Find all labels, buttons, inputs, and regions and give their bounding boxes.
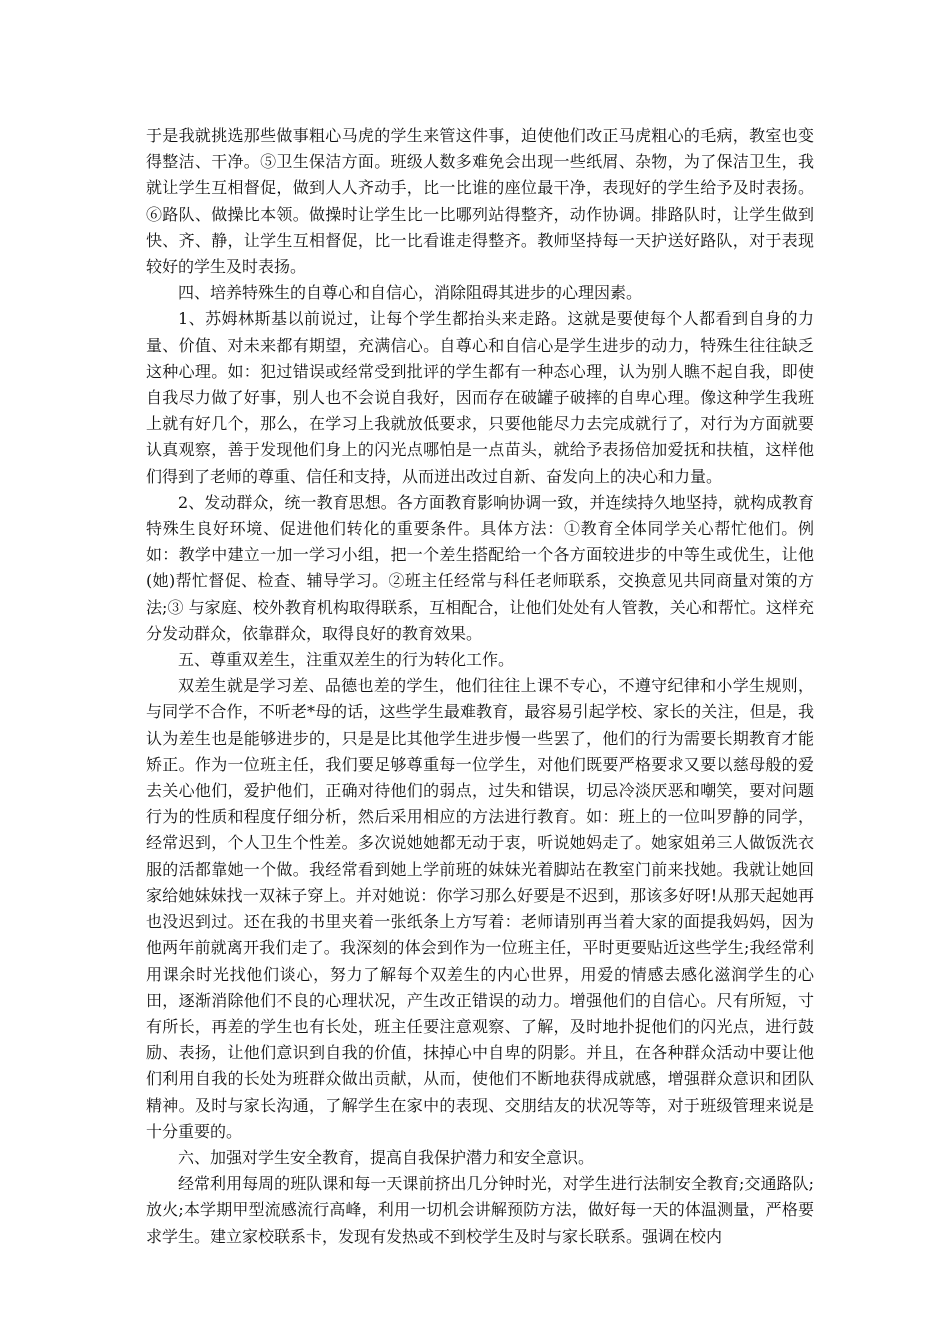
paragraph-continuation: 于是我就挑选那些做事粗心马虎的学生来管这件事，迫使他们改正马虎粗心的毛病，教室也变得整洁、干净。⑤卫生保洁方面。班级人数多难免会出现一些纸屑、杂物，为了保洁卫生，我就让学生互相督促，做到人人齐动手，比一比谁的座位最干净，表现好的学生给予及时表扬。⑥路队、做操比本领。做操时让学生比一比哪列站得整齐，动作协调。排路队时，让学生做到快、齐、静，让学生互相督促，比一比看谁走得整齐。教师坚持每一天护送好路队，对于表现较好的学生及时表扬。: [146, 126, 814, 277]
paragraph-4-1: 1、苏姆林斯基以前说过，让每个学生都抬头来走路。这就是要使每个人都看到自身的力量、价值、对未来都有期望，充满信心。自尊心和自信心是学生进步的动力，特殊生往往缺乏这种心理。如：犯过错误或经常受到批评的学生都有一种态心理，认为别人瞧不起自我，即使自我尽力做了好事，别人也不会说自我好，因而存在破罐子破摔的自卑心理。像这种学生我班上就有好几个，那么，在学习上我就放低要求，只要他能尽力去完成就行了，对行为方面就要认真观察，善于发现他们身上的闪光点哪怕是一点苗头，就给予表扬倍加爱抚和扶植，这样他们得到了老师的尊重、信任和支持，从而迸出改过自新、奋发向上的决心和力量。: [146, 309, 814, 486]
document-page: [146, 123, 814, 1250]
section-heading-4: 四、培养特殊生的自尊心和自信心，消除阻碍其进步的心理因素。: [178, 283, 643, 303]
paragraph-4-2: 2、发动群众，统一教育思想。各方面教育影响协调一致，并连续持久地坚持，就构成教育特殊生良好环境、促进他们转化的重要条件。具体方法：①教育全体同学关心帮忙他们。例如：教学中建立一加一学习小组，把一个差生搭配给一个各方面较进步的中等生或优生，让他(她)帮忙督促、检查、辅导学习。②班主任经常与科任老师联系，交换意见共同商量对策的方法;③ 与家庭、校外教育机构取得联系，互相配合，让他们处处有人管教，关心和帮忙。这样充分发动群众，依靠群众，取得良好的教育效果。: [146, 492, 814, 643]
section-heading-6: 六、加强对学生安全教育，提高自我保护潜力和安全意识。: [178, 1147, 595, 1167]
paragraph-5: 双差生就是学习差、品德也差的学生，他们往往上课不专心，不遵守纪律和小学生规则，与同学不合作，不听老*母的话，这些学生最难教育，最容易引起学校、家长的关注，但是，我认为差生也是能够进步的，只是是比其他学生进步慢一些罢了，他们的行为需要长期教育才能矫正。作为一位班主任，我们要足够尊重每一位学生，对他们既要严格要求又要以慈母般的爱去关心他们，爱护他们，正确对待他们的弱点，过失和错误，切忌冷淡厌恶和嘲笑，要对问题行为的性质和程度仔细分析，然后采用相应的方法进行教育。如：班上的一位叫罗静的同学，经常迟到，个人卫生个性差。多次说她她都无动于衷，听说她妈走了。她家姐弟三人做饭洗衣服的活都靠她一个做。我经常看到她上学前班的妹妹光着脚站在教室门前来找她。我就让她回家给她妹妹找一双袜子穿上。并对她说：你学习那么好要是不迟到，那该多好呀!从那天起她再也没迟到过。还在我的书里夹着一张纸条上方写着：老师请别再当着大家的面提我妈妈，因为他两年前就离开我们走了。我深刻的体会到作为一位班主任，平时更要贴近这些学生;我经常利用课余时光找他们谈心，努力了解每个双差生的内心世界，用爱的情感去感化滋润学生的心田，逐渐消除他们不良的心理状况，产生改正错误的动力。增强他们的自信心。尺有所短，寸有所长，再差的学生也有长处，班主任要注意观察、了解，及时地扑捉他们的闪光点，进行鼓励、表扬，让他们意识到自我的价值，抹掉心中自卑的阴影。并且，在各种群众活动中要让他们利用自我的长处为班群众做出贡献，从而，使他们不断地获得成就感，增强群众意识和团队精神。及时与家长沟通，了解学生在家中的表现、交朋结友的状况等等，对于班级管理来说是十分重要的。: [146, 676, 814, 1141]
section-heading-5: 五、尊重双差生，注重双差生的行为转化工作。: [178, 650, 515, 670]
paragraph-6: 经常利用每周的班队课和每一天课前挤出几分钟时光，对学生进行法制安全教育;交通路队;放火;本学期甲型流感流行高峰，利用一切机会讲解预防方法，做好每一天的体温测量，严格要求学生。建立家校联系卡，发现有发热或不到校学生及时与家长联系。强调在校内: [146, 1174, 814, 1246]
